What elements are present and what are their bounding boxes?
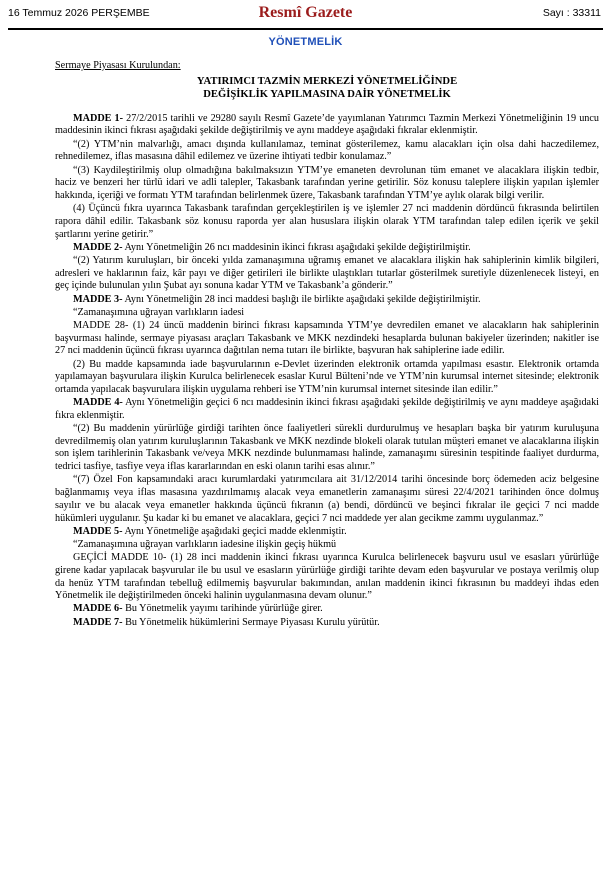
issuing-authority: Sermaye Piyasası Kurulundan:: [55, 60, 181, 71]
paragraph-text: “(2) Bu maddenin yürürlüğe girdiği tarihten önce faaliyetleri sürekli durdurulmuş ve hesapları başka bir yatırım kuruluşuna devredilmemiş olan yatırım kuruluşlarının Takasbank ve MKK nezdinde blokeli olarak tutulan müşteri emanet ve alacaklarına ilişkin son işlem tarihlerinin Takasbank ve/veya MKK nezdinde bulunmaması halinde, zamanaşımı süresinin tespitinde faaliyet durdurma, tedrici tasfiye, tasfiye veya iflas kararlarından en eski olanın tarihi esas alınır.”: [55, 423, 599, 473]
paragraph: [55, 139, 599, 164]
header-date: 16 Temmuz 2026 PERŞEMBE: [8, 7, 150, 19]
article-label: MADDE 7-: [73, 616, 123, 628]
paragraph-text: Aynı Yönetmeliğin geçici 6 ncı maddesinin ikinci fıkrası aşağıdaki şekilde değiştirilmiş ve aynı maddeye aşağıdaki fıkra eklenmiştir.: [55, 397, 599, 421]
paragraph-text: (4) Üçüncü fıkra uyarınca Takasbank tarafından gerçekleştirilen iş ve işlemler 27 nci maddenin dördüncü fıkrasında belirtilen rapora dâhil edilir. Takasbank söz konusu raporda yer alan hususlara ilişkin olarak YTM tarafından talep edilen içerik ve şekil şartlarını yerine getirir.”: [55, 203, 599, 240]
paragraph: [55, 203, 599, 241]
paragraph: [55, 603, 599, 616]
article-label: MADDE 1-: [73, 112, 124, 124]
paragraph: [55, 474, 599, 525]
page-header: [8, 4, 603, 26]
paragraph-text: “Zamanaşımına uğrayan varlıkların iadesi: [73, 306, 245, 318]
article-label: MADDE 2-: [73, 241, 123, 253]
paragraph: [55, 552, 599, 603]
article-label: MADDE 3-: [73, 293, 123, 305]
paragraph-text: “(3) Kaydileştirilmiş olup olmadığına bakılmaksızın YTM’ye emaneten devrolunan tüm emanet ve alacaklara ilişkin tedbir, haciz ve benzeri her türlü idari ve adli talepler, Takasbank tarafından yerine getirilir. Söz konusu taleplere ilişkin yapılan işlemler hakkında, içeriği ve formatı YTM tarafından belirlenmek üzere, Takasbank tarafından YTM’ye aylık olarak bilgi verilir.: [55, 164, 599, 201]
paragraph: [55, 165, 599, 203]
paragraph-text: “(7) Özel Fon kapsamındaki aracı kurumlardaki yatırımcılara ait 31/12/2014 tarihi öncesinde borç ödemeden aciz belgesine bağlanmamış veya iflas masasına yazdırılmamış alacak veya emanetlerin zamanaşımı süresi 22/4/2021 tarihinden önce dolmuş sayılır ve bu alacak veya emanetler hakkında üçüncü fıkranın (a) bendi, dördüncü ve beşinci fıkralar ile geçici 7 nci madde hükümleri uygulanır. Şu kadar ki bu emanet ve alacaklara, geçici 7 nci maddede yer alan gecikme zammı uygulanmaz.”: [55, 474, 599, 524]
paragraph: [55, 113, 599, 138]
issue-number: Sayı : 33311: [542, 7, 601, 19]
paragraph-text: GEÇİCİ MADDE 10- (1) 28 inci maddenin ikinci fıkrası uyarınca Kurulca belirlenecek başvuru usul ve esasları yürürlüğe girene kadar yapılacak başvurular ile bu usul ve esasların yürürlüğe girdiği tarihte devam eden başvurular ve postaya verilmiş olup da henüz YTM tarafından tebelluğ edilmemiş başvurular bakımından, anılan maddenin ikinci fıkrasının bu maddeyi ihdas eden Yönetmelik ile değiştirilmeden önceki halinin uygulanmasına devam olunur.”: [55, 552, 599, 602]
paragraph: [55, 359, 599, 397]
paragraph: [55, 617, 599, 630]
document-body: [55, 60, 599, 630]
paragraph-text: “(2) Yatırım kuruluşları, bir önceki yılda zamanaşımına uğramış emanet ve alacaklara ilişkin hak sahiplerinin kimlik bilgileri, adresleri ve haklarının faiz, kâr payı ve diğer getirileri ile birlikte ulaştıkları tutarlar gösterilmek suretiyle düzenlenecek listeyi, en geç içinde bulunulan yılın Şubat ayı sonuna kadar YTM ve Takasbank’a gönderir.”: [55, 254, 599, 292]
paragraph: [55, 294, 599, 307]
paragraph: [55, 307, 599, 320]
paragraph-text: MADDE 28- (1) 24 üncü maddenin birinci fıkrası kapsamında YTM’ye devredilen emanet ve alacakların hak sahiplerinin başvurması halinde, sermaye piyasası araçları Takasbank ve MKK nezdindeki hesaplarda bulunan bakiyeler üzerinden; nakitler ise 27 nci maddenin üçüncü fıkrası uyarınca dağıtılan nema tutarı ile birlikte, başvuran hak sahiplerine iade edilir.: [55, 319, 599, 357]
regulation-title-line-2: DEĞİŞİKLİK YAPILMASINA DAİR YÖNETMELİK: [203, 88, 451, 100]
regulation-title-line-1: YATIRIMCI TAZMİN MERKEZİ YÖNETMELİĞİNDE: [196, 75, 458, 87]
article-label: MADDE 4-: [73, 397, 123, 409]
paragraph-text: (2) Bu madde kapsamında iade başvurularının e-Devlet üzerinden elektronik ortamda yapılması esastır. Elektronik ortamda yapılamayan başvurulara ilişkin Kurulca belirlenecek esaslar Kurul Bülteni’nde ve YTM’nin kurumsal internet sitesinde; elektronik ortamda yapılacak başvurulara ilişkin uygulama rehberi ise YTM’nin kurumsal internet sitesinde ilan edilir.”: [55, 358, 599, 395]
article-label: MADDE 6-: [73, 603, 123, 615]
paragraph: [55, 397, 599, 422]
paragraph-text: 27/2/2015 tarihli ve 29280 sayılı Resmî Gazete’de yayımlanan Yatırımcı Tazmin Merkezi Yönetmeliğinin 19 uncu maddesinin ikinci fıkrası aşağıdaki şekilde değiştirilmiş ve aynı maddeye aşağıdaki fıkralar eklenmiştir.: [55, 112, 599, 137]
paragraph: [55, 539, 599, 552]
paragraph: [55, 526, 599, 539]
paragraph: [55, 242, 599, 255]
section-heading: YÖNETMELİK: [268, 36, 343, 48]
gazette-title: Resmî Gazete: [258, 4, 353, 21]
paragraph-text: “Zamanaşımına uğrayan varlıkların iadesine ilişkin geçiş hükmü: [73, 538, 337, 550]
paragraph: [55, 423, 599, 474]
paragraph-text: Bu Yönetmelik hükümlerini Sermaye Piyasası Kurulu yürütür.: [122, 616, 380, 628]
header-rule: [8, 28, 603, 30]
article-label: MADDE 5-: [73, 525, 123, 537]
paragraph-text: Bu Yönetmelik yayımı tarihinde yürürlüğe girer.: [122, 603, 323, 615]
paragraph-text: Aynı Yönetmeliğe aşağıdaki geçici madde eklenmiştir.: [122, 525, 347, 537]
paragraph-text: “(2) YTM’nin malvarlığı, amacı dışında kullanılamaz, teminat gösterilemez, kamu alacakları için olsa dahi haczedilemez, rehnedilemez, iflas masasına dâhil edilemez ve üzerine ihtiyati tedbir konulamaz.”: [55, 138, 599, 163]
paragraph-text: Aynı Yönetmeliğin 28 inci maddesi başlığı ile birlikte aşağıdaki şekilde değiştirilmiştir.: [122, 293, 481, 305]
paragraph: [55, 320, 599, 358]
paragraph-list: [55, 113, 599, 630]
paragraph-text: Aynı Yönetmeliğin 26 ncı maddesinin ikinci fıkrası aşağıdaki şekilde değiştirilmiştir.: [122, 241, 471, 253]
paragraph: [55, 255, 599, 293]
